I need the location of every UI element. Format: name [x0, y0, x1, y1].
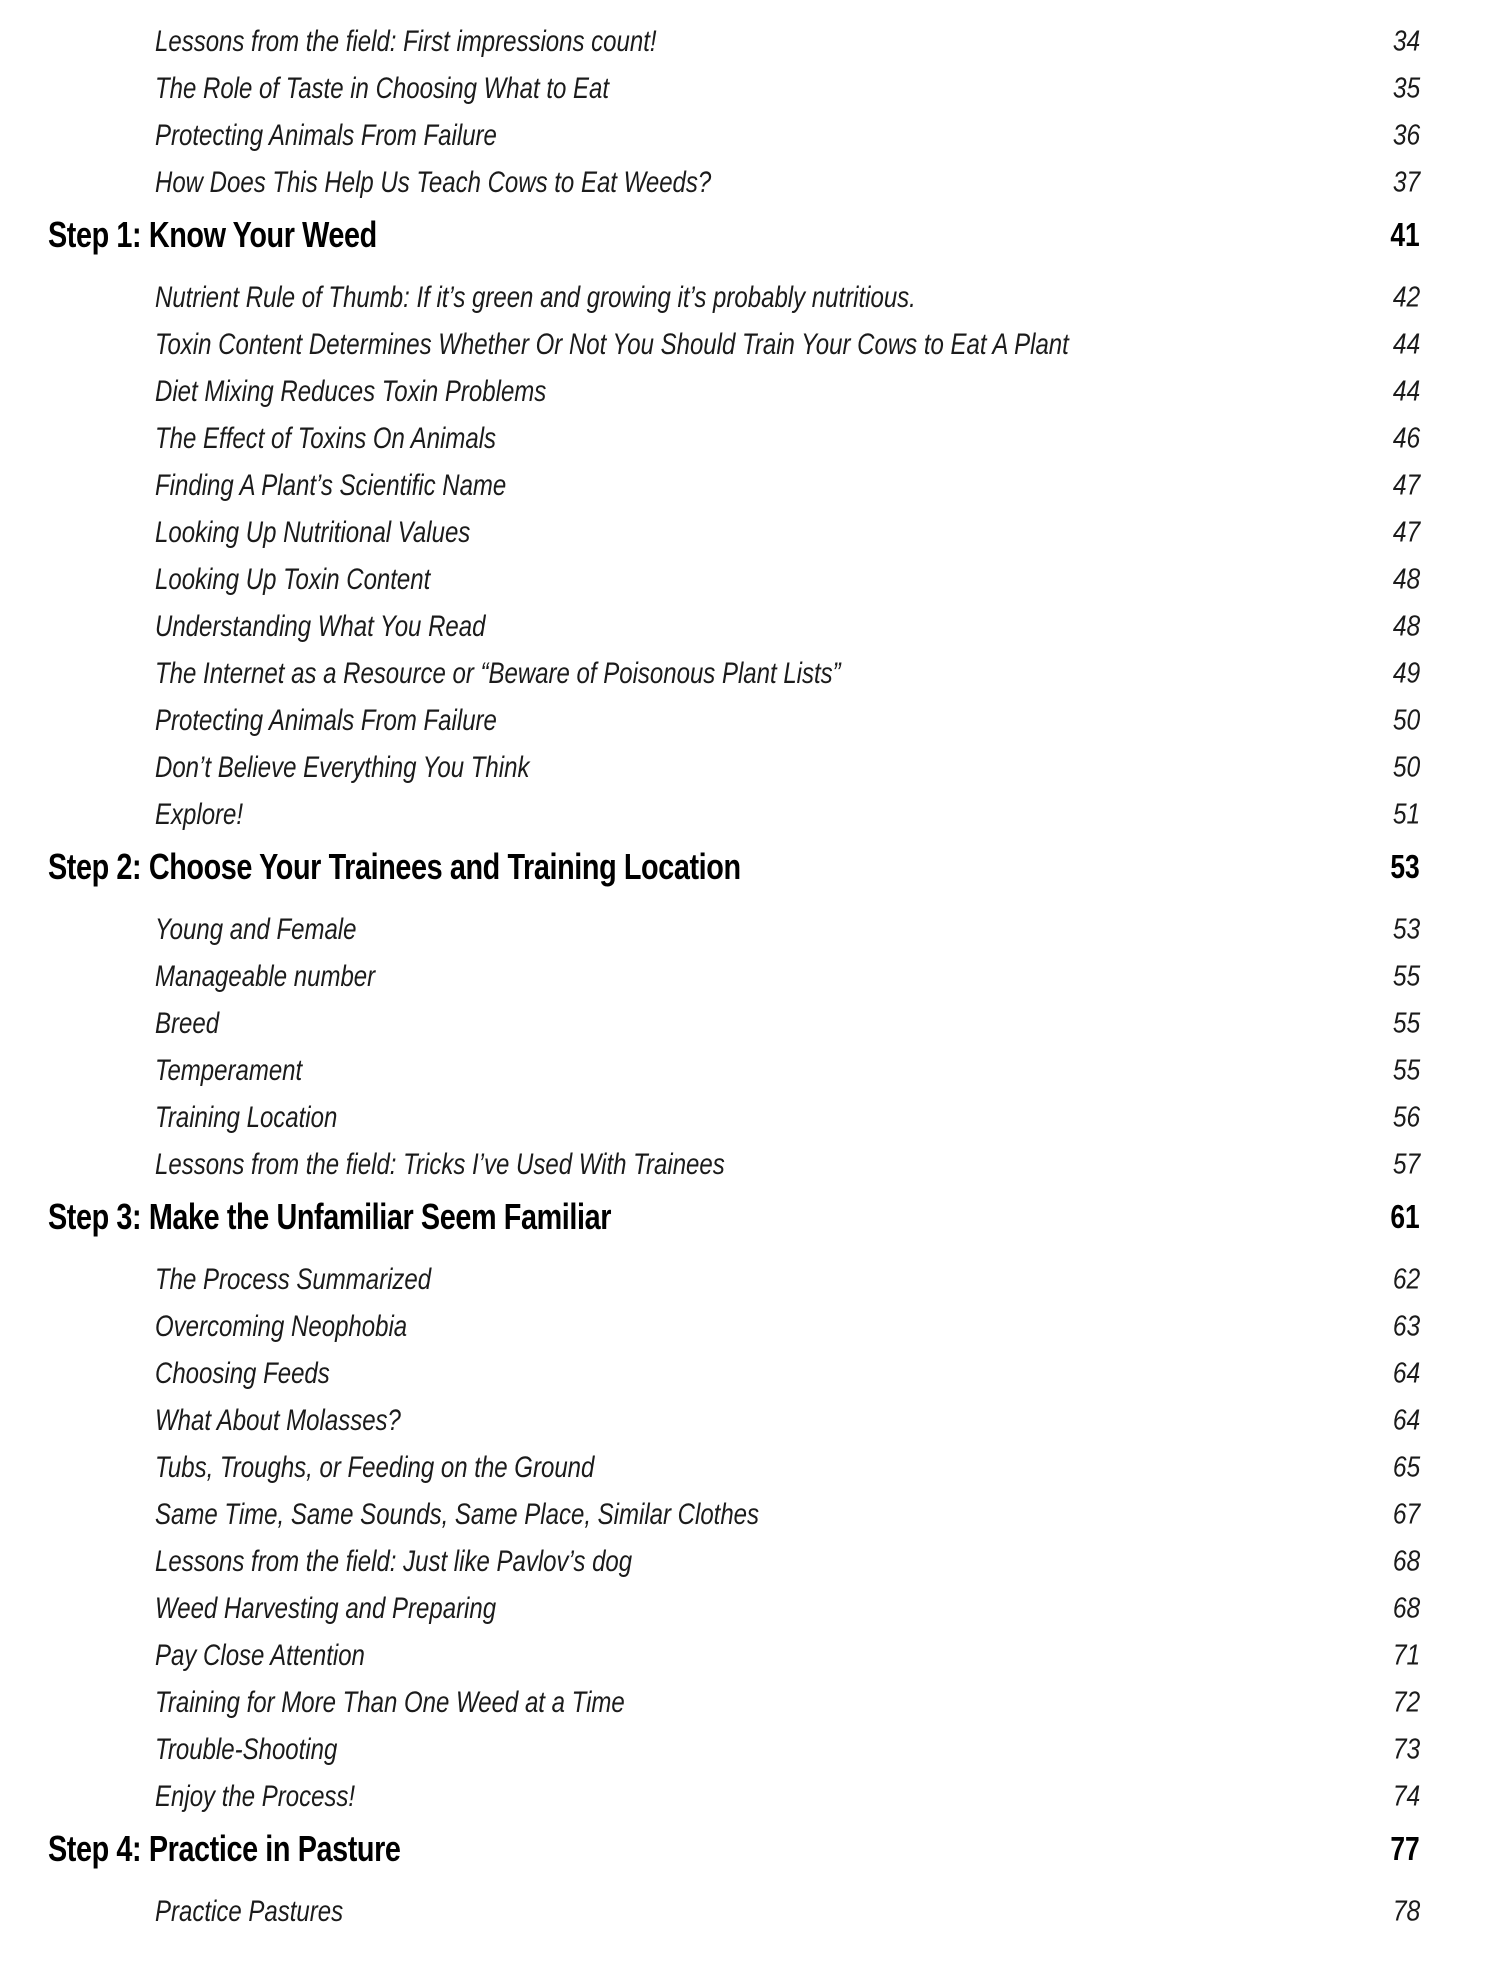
toc-step-heading-row — [48, 211, 1420, 258]
entry-page-number: 56 — [1392, 1101, 1420, 1133]
entry-title: Toxin Content Determines Whether Or Not You Should Train Your Cows to Eat A Plant — [155, 327, 1069, 361]
toc-entry-row — [48, 65, 1420, 112]
toc-step-heading-row — [48, 1825, 1420, 1872]
entry-page-number: 64 — [1392, 1404, 1420, 1436]
entry-page-number: 62 — [1392, 1263, 1420, 1295]
entry-page-number: 68 — [1392, 1592, 1420, 1624]
entry-title: Don’t Believe Everything You Think — [155, 750, 530, 784]
entry-title: Finding A Plant’s Scientific Name — [155, 468, 507, 502]
entry-title: Weed Harvesting and Preparing — [155, 1591, 497, 1625]
entry-title: Training Location — [155, 1100, 338, 1134]
table-of-contents — [48, 18, 1420, 1935]
entry-page-number: 67 — [1392, 1498, 1420, 1530]
toc-entry-row — [48, 1047, 1420, 1094]
entry-title: Diet Mixing Reduces Toxin Problems — [155, 374, 547, 408]
toc-entry-row — [48, 1773, 1420, 1820]
toc-step-heading-row — [48, 1193, 1420, 1240]
toc-entry-row — [48, 368, 1420, 415]
entry-page-number: 47 — [1392, 469, 1420, 501]
entry-page-number: 42 — [1392, 281, 1420, 313]
entry-title: The Internet as a Resource or “Beware of Poisonous Plant Lists” — [155, 656, 841, 690]
entry-title: Breed — [155, 1006, 220, 1040]
toc-entry-row — [48, 1350, 1420, 1397]
entry-title: Same Time, Same Sounds, Same Place, Similar Clothes — [155, 1497, 760, 1531]
entry-page-number: 65 — [1392, 1451, 1420, 1483]
entry-page-number: 35 — [1392, 72, 1420, 104]
toc-entry-row — [48, 1632, 1420, 1679]
entry-title: Practice Pastures — [155, 1894, 344, 1928]
entry-page-number: 73 — [1392, 1733, 1420, 1765]
entry-title: Training for More Than One Weed at a Time — [155, 1685, 625, 1719]
entry-page-number: 48 — [1392, 610, 1420, 642]
entry-page-number: 36 — [1392, 119, 1420, 151]
step-page-number: 53 — [1390, 847, 1420, 885]
entry-page-number: 51 — [1392, 798, 1420, 830]
toc-entry-row — [48, 1538, 1420, 1585]
entry-title: Lessons from the field: Just like Pavlov’s dog — [155, 1544, 633, 1578]
entry-page-number: 49 — [1392, 657, 1420, 689]
step-page-number: 41 — [1390, 215, 1420, 253]
entry-page-number: 44 — [1392, 375, 1420, 407]
toc-entry-row — [48, 556, 1420, 603]
entry-title: Young and Female — [155, 912, 357, 946]
step-page-number: 61 — [1390, 1197, 1420, 1235]
entry-title: How Does This Help Us Teach Cows to Eat Weeds? — [155, 165, 712, 199]
entry-page-number: 48 — [1392, 563, 1420, 595]
toc-entry-row — [48, 159, 1420, 206]
toc-entry-row — [48, 415, 1420, 462]
toc-entry-row — [48, 1000, 1420, 1047]
toc-entry-row — [48, 791, 1420, 838]
toc-entry-row — [48, 1679, 1420, 1726]
toc-entry-row — [48, 1141, 1420, 1188]
entry-title: Looking Up Toxin Content — [155, 562, 431, 596]
toc-entry-row — [48, 650, 1420, 697]
entry-page-number: 63 — [1392, 1310, 1420, 1342]
toc-entry-row — [48, 906, 1420, 953]
entry-title: Explore! — [155, 797, 244, 831]
entry-page-number: 55 — [1392, 960, 1420, 992]
toc-entry-row — [48, 1256, 1420, 1303]
entry-page-number: 68 — [1392, 1545, 1420, 1577]
entry-title: Overcoming Neophobia — [155, 1309, 408, 1343]
toc-entry-row — [48, 1585, 1420, 1632]
toc-entry-row — [48, 953, 1420, 1000]
entry-title: Choosing Feeds — [155, 1356, 330, 1390]
entry-page-number: 64 — [1392, 1357, 1420, 1389]
entry-page-number: 47 — [1392, 516, 1420, 548]
step-heading-title: Step 4: Practice in Pasture — [48, 1827, 401, 1869]
entry-title: Protecting Animals From Failure — [155, 703, 497, 737]
entry-title: The Process Summarized — [155, 1262, 432, 1296]
entry-title: Understanding What You Read — [155, 609, 486, 643]
entry-page-number: 72 — [1392, 1686, 1420, 1718]
entry-page-number: 55 — [1392, 1054, 1420, 1086]
toc-entry-row — [48, 697, 1420, 744]
toc-entry-row — [48, 1726, 1420, 1773]
toc-entry-row — [48, 1397, 1420, 1444]
entry-title: Pay Close Attention — [155, 1638, 365, 1672]
entry-page-number: 46 — [1392, 422, 1420, 454]
toc-entry-row — [48, 18, 1420, 65]
entry-title: Lessons from the field: First impressions count! — [155, 24, 657, 58]
toc-step-heading-row — [48, 843, 1420, 890]
toc-entry-row — [48, 321, 1420, 368]
entry-page-number: 78 — [1392, 1895, 1420, 1927]
step-heading-title: Step 2: Choose Your Trainees and Training Location — [48, 845, 741, 887]
entry-title: Looking Up Nutritional Values — [155, 515, 471, 549]
toc-entry-row — [48, 1303, 1420, 1350]
entry-page-number: 50 — [1392, 704, 1420, 736]
toc-entry-row — [48, 1444, 1420, 1491]
entry-page-number: 57 — [1392, 1148, 1420, 1180]
step-heading-title: Step 1: Know Your Weed — [48, 213, 377, 255]
entry-title: The Role of Taste in Choosing What to Eat — [155, 71, 610, 105]
entry-page-number: 50 — [1392, 751, 1420, 783]
toc-entry-row — [48, 1888, 1420, 1935]
entry-page-number: 55 — [1392, 1007, 1420, 1039]
toc-entry-row — [48, 509, 1420, 556]
entry-page-number: 53 — [1392, 913, 1420, 945]
entry-title: The Effect of Toxins On Animals — [155, 421, 497, 455]
entry-title: Tubs, Troughs, or Feeding on the Ground — [155, 1450, 595, 1484]
entry-page-number: 74 — [1392, 1780, 1420, 1812]
toc-entry-row — [48, 744, 1420, 791]
entry-title: Nutrient Rule of Thumb: If it’s green and growing it’s probably nutritious. — [155, 280, 916, 314]
entry-title: Manageable number — [155, 959, 376, 993]
entry-title: Lessons from the field: Tricks I’ve Used With Trainees — [155, 1147, 725, 1181]
step-heading-title: Step 3: Make the Unfamiliar Seem Familiar — [48, 1195, 612, 1237]
entry-title: Temperament — [155, 1053, 303, 1087]
entry-title: What About Molasses? — [155, 1403, 401, 1437]
entry-title: Protecting Animals From Failure — [155, 118, 497, 152]
entry-page-number: 37 — [1392, 166, 1420, 198]
toc-entry-row — [48, 462, 1420, 509]
entry-page-number: 44 — [1392, 328, 1420, 360]
entry-page-number: 34 — [1392, 25, 1420, 57]
entry-page-number: 71 — [1392, 1639, 1420, 1671]
toc-entry-row — [48, 112, 1420, 159]
entry-title: Enjoy the Process! — [155, 1779, 356, 1813]
toc-entry-row — [48, 603, 1420, 650]
entry-title: Trouble-Shooting — [155, 1732, 338, 1766]
toc-entry-row — [48, 274, 1420, 321]
toc-entry-row — [48, 1094, 1420, 1141]
step-page-number: 77 — [1390, 1829, 1420, 1867]
toc-entry-row — [48, 1491, 1420, 1538]
